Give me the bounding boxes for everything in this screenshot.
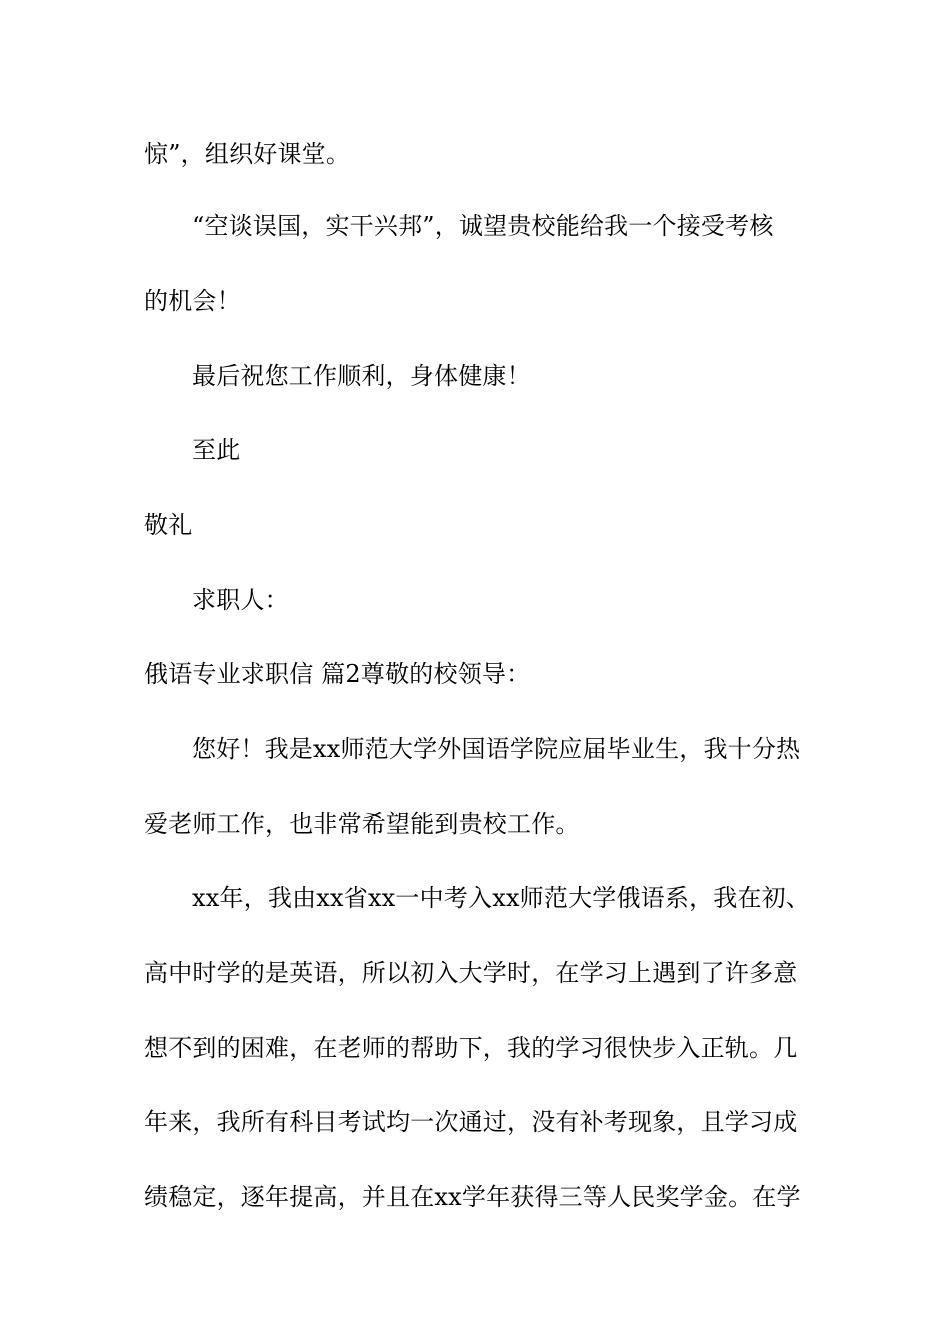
text-line: 惊”，组织好课堂。 — [144, 140, 351, 168]
text-line: 绩稳定，逐年提高，并且在xx学年获得三等人民奖学金。在学 — [144, 1183, 801, 1211]
text-line: 敬礼 — [144, 511, 193, 539]
section-heading: 俄语专业求职信 篇2尊敬的校领导： — [144, 660, 531, 688]
text-line: 高中时学的是英语，所以初入大学时，在学习上遇到了许多意 — [144, 959, 798, 987]
text-line: xx年，我由xx省xx一中考入xx师范大学俄语系，我在初、 — [192, 884, 811, 912]
text-line: 您好！我是xx师范大学外国语学院应届毕业生，我十分热 — [192, 735, 801, 763]
text-line: 年来，我所有科目考试均一次通过，没有补考现象，且学习成 — [144, 1108, 798, 1136]
text-line: 求职人： — [192, 586, 289, 614]
text-line: 至此 — [192, 436, 241, 464]
text-line: 的机会！ — [144, 287, 241, 315]
text-line: 想不到的困难，在老师的帮助下，我的学习很快步入正轨。几 — [144, 1034, 798, 1062]
text-line: 爱老师工作，也非常希望能到贵校工作。 — [144, 810, 580, 838]
text-line: 最后祝您工作顺利，身体健康！ — [192, 362, 531, 390]
text-line: “空谈误国，实干兴邦”，诚望贵校能给我一个接受考核 — [192, 212, 774, 240]
